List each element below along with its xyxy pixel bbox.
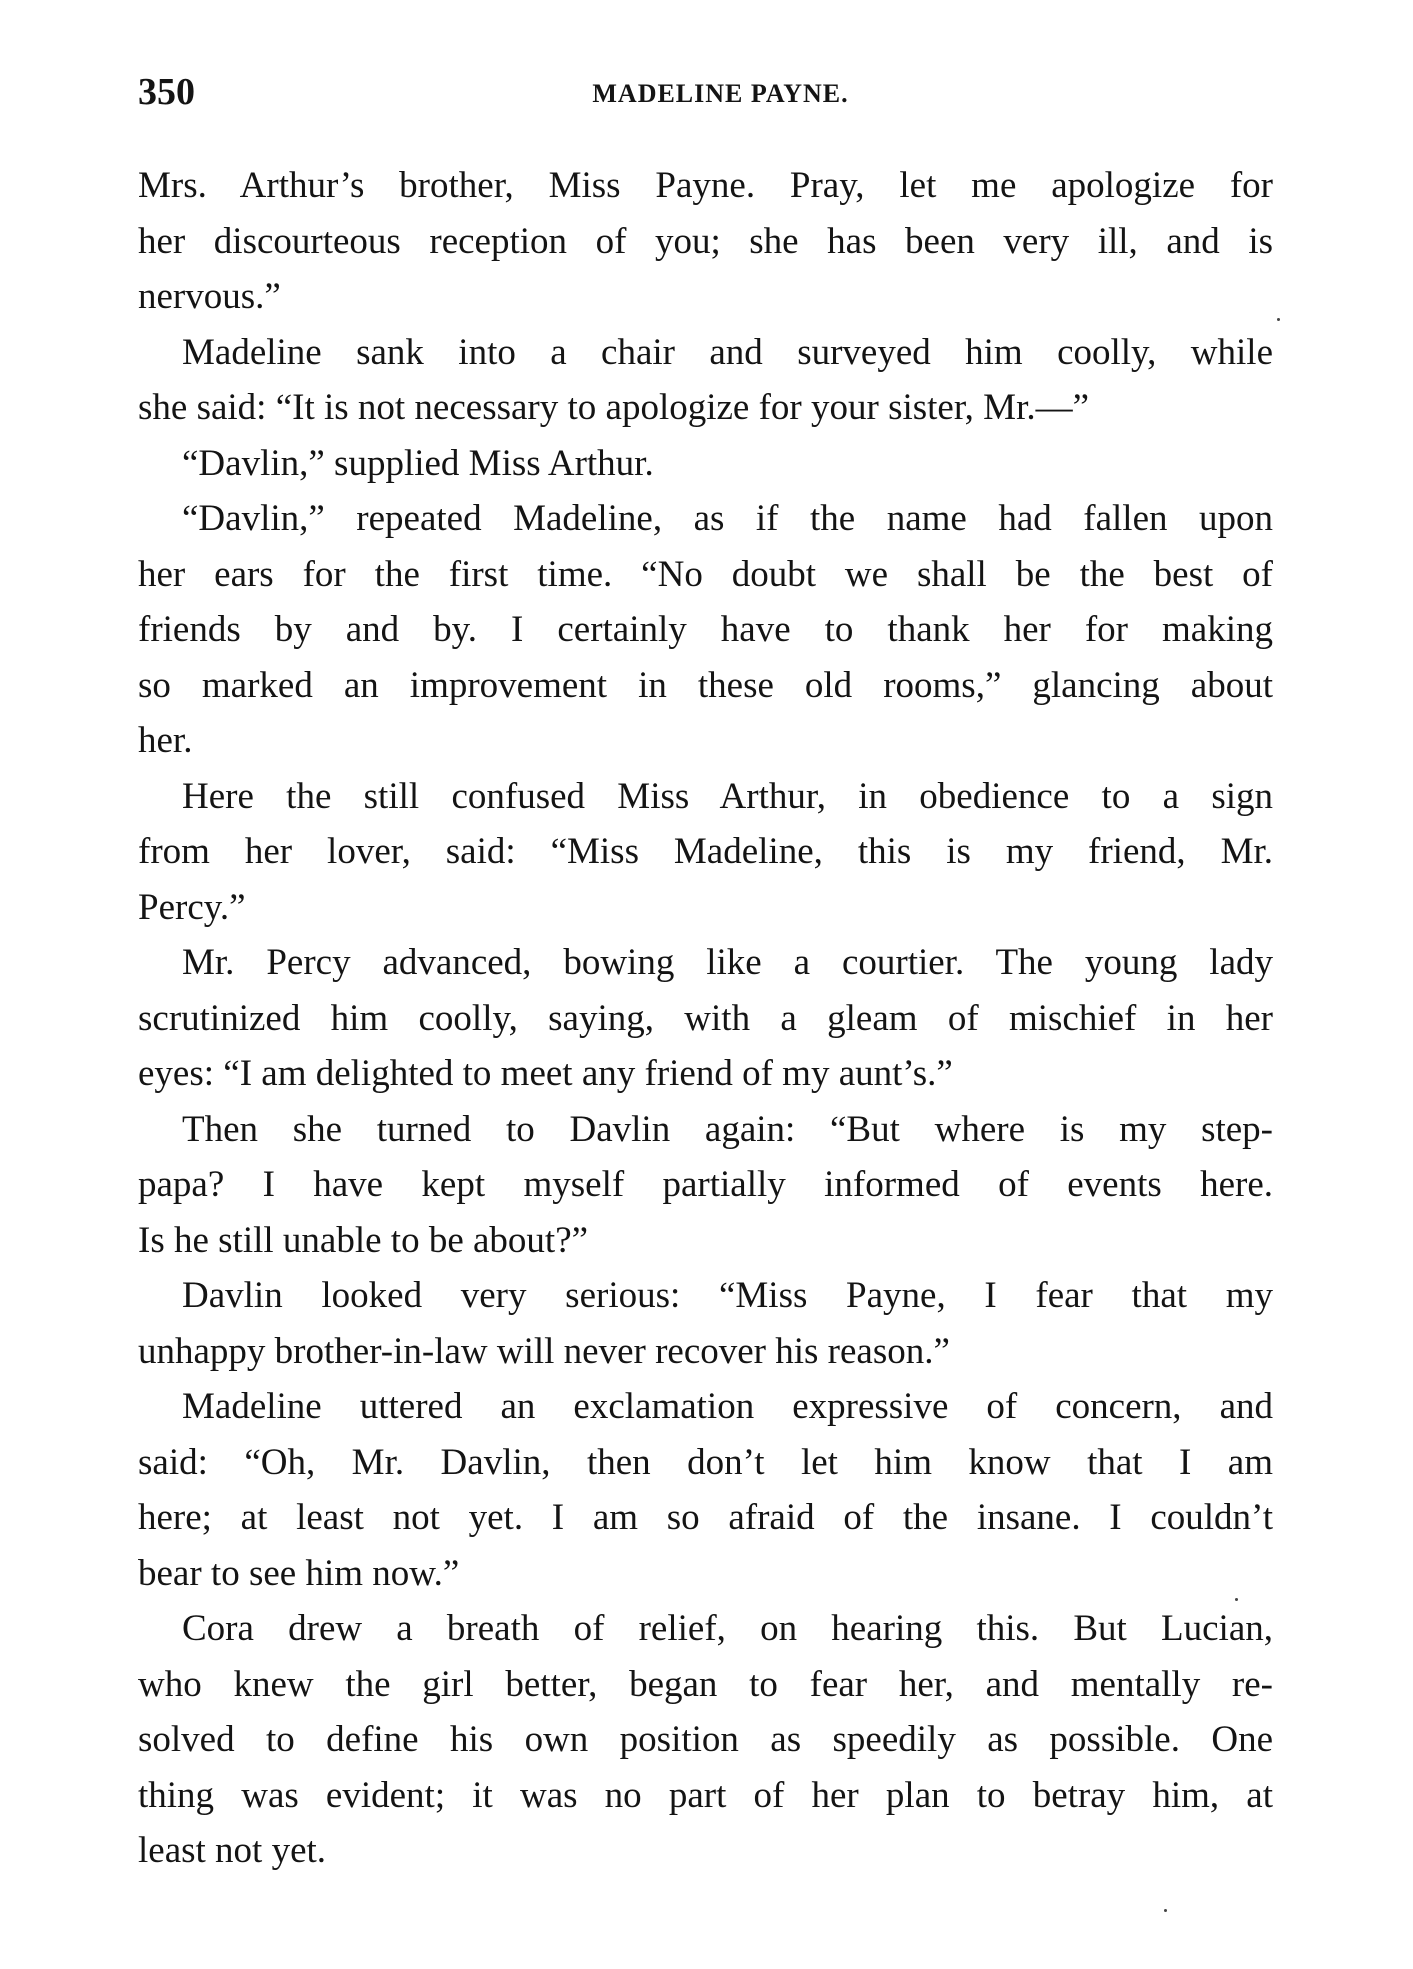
text-line: eyes: “I am delighted to meet any friend of my aunt’s.” [138,1053,953,1094]
text-line: her ears for the first time. “No doubt we shall be the best of [138,553,1273,595]
text-line: Mrs. Arthur’s brother, Miss Payne. Pray, let me apologize for [138,165,1273,206]
text-line: papa? I have kept myself partially informed of events here. [138,1164,1273,1205]
text-line: “Davlin,” repeated Madeline, as if the name had fallen upon [182,498,1273,539]
print-speck [1277,318,1280,321]
text-line: Is he still unable to be about?” [138,1219,589,1261]
body-text [138,158,1273,1879]
text-line: Here the still confused Miss Arthur, in obedience to a sign [182,775,1273,817]
text-line: solved to define his own position as speedily as possible. One [138,1719,1273,1760]
text-line: Percy.” [138,886,246,928]
running-head [138,62,1273,122]
text-line: Davlin looked very serious: “Miss Payne, I fear that my [182,1275,1273,1316]
text-line: Mr. Percy advanced, bowing like a courtier. The young lady [182,942,1273,983]
text-line: who knew the girl better, began to fear her, and mentally re- [138,1663,1273,1705]
text-line: her discourteous reception of you; she has been very ill, and is [138,220,1273,262]
text-line: said: “Oh, Mr. Davlin, then don’t let him know that I am [138,1441,1273,1483]
text-line: scrutinized him coolly, saying, with a gleam of mischief in her [138,997,1273,1039]
running-title: MADELINE PAYNE. [592,79,849,108]
text-line: friends by and by. I certainly have to thank her for making [138,609,1273,650]
text-line: thing was evident; it was no part of her plan to betray him, at [138,1774,1273,1816]
text-line: here; at least not yet. I am so afraid of the insane. I couldn’t [138,1497,1273,1538]
text-line: “Davlin,” supplied Miss Arthur. [182,442,654,484]
print-speck [1235,1598,1238,1601]
text-line: Cora drew a breath of relief, on hearing this. But Lucian, [182,1608,1273,1649]
text-line: so marked an improvement in these old rooms,” glancing about [138,664,1273,706]
text-line: Madeline uttered an exclamation expressive of concern, and [182,1386,1273,1427]
print-speck [1164,1909,1167,1912]
text-line: bear to see him now.” [138,1552,460,1594]
text-line: least not yet. [138,1830,327,1871]
text-line: Madeline sank into a chair and surveyed him coolly, while [182,331,1273,373]
page-number: 350 [138,71,195,113]
text-line: her. [138,720,193,761]
text-line: Then she turned to Davlin again: “But where is my step- [182,1108,1273,1150]
text-line: she said: “It is not necessary to apologize for your sister, Mr.—” [138,387,1090,428]
text-line: from her lover, said: “Miss Madeline, this is my friend, Mr. [138,831,1273,872]
text-line: nervous.” [138,276,281,317]
text-line: unhappy brother-in-law will never recover his reason.” [138,1330,950,1372]
